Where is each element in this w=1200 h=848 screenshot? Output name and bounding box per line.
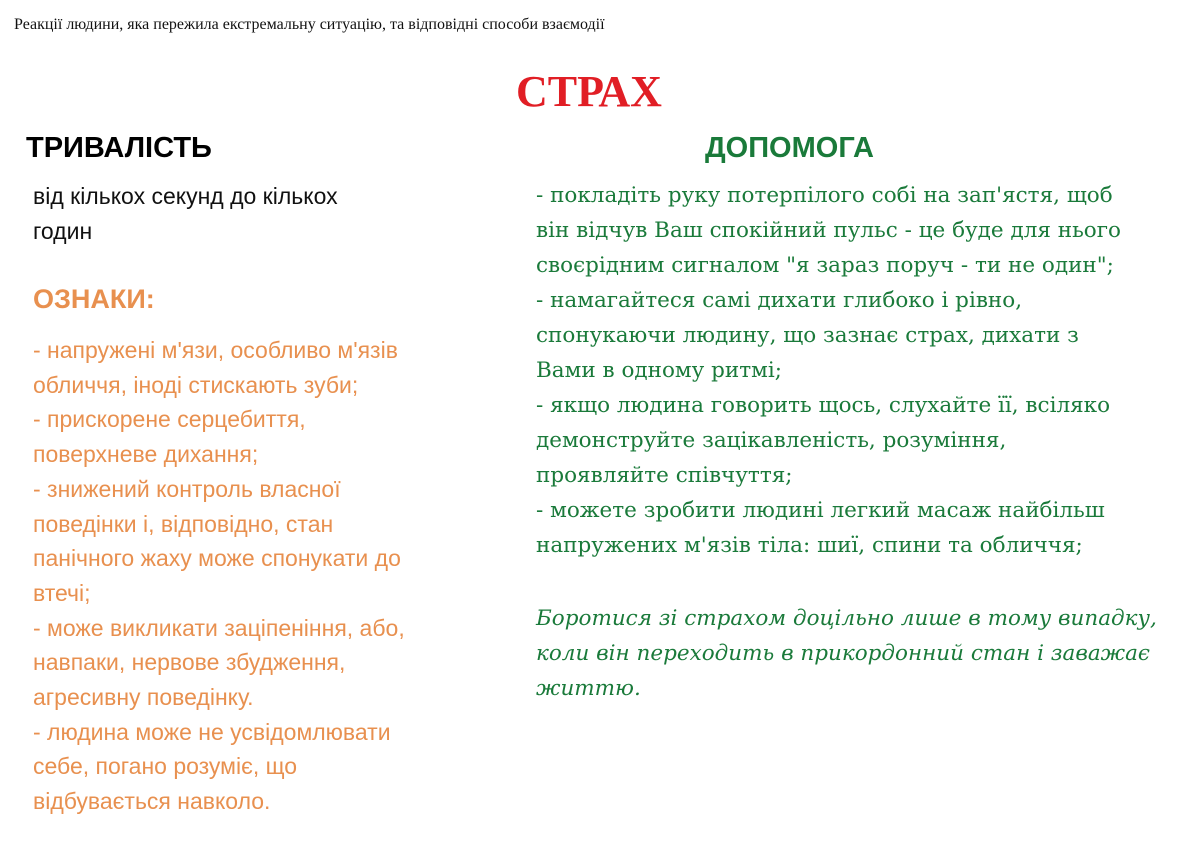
note-line: коли він переходить в прикордонний стан і заважає <box>536 641 1150 666</box>
signs-line: відбувається навколо. <box>33 788 271 815</box>
help-note <box>536 601 1157 706</box>
signs-line: поверхневе дихання; <box>33 441 259 468</box>
signs-line: - прискорене серцебиття, <box>33 406 306 433</box>
duration-line: від кількох секунд до кількох <box>33 183 338 209</box>
signs-line: обличчя, іноді стискають зуби; <box>33 371 359 398</box>
help-heading: ДОПОМОГА <box>705 132 874 164</box>
help-line: - покладіть руку потерпілого собі на зап'ястя, щоб <box>536 183 1113 208</box>
help-line: Вами в одному ритмі; <box>536 358 782 383</box>
duration-line: годин <box>33 218 93 244</box>
page-title: СТРАХ <box>516 67 662 116</box>
document-header: Реакції людини, яка пережила екстремальну ситуацію, та відповідні способи взаємодії <box>14 16 605 33</box>
help-line: напружених м'язів тіла: шиї, спини та обличчя; <box>536 533 1083 558</box>
signs-line: - напружені м'язи, особливо м'язів <box>33 337 398 363</box>
signs-line: втечі; <box>33 579 91 606</box>
help-line: спонукаючи людину, що зазнає страх, дихати з <box>536 323 1079 348</box>
help-line: - якщо людина говорить щось, слухайте її, всіляко <box>536 393 1111 418</box>
signs-line: панічного жаху може спонукати до <box>33 545 401 572</box>
help-list <box>536 178 1121 563</box>
signs-heading: ОЗНАКИ: <box>33 284 155 314</box>
duration-heading: ТРИВАЛІСТЬ <box>26 132 212 164</box>
signs-line: поведінки і, відповідно, стан <box>33 510 334 537</box>
signs-list <box>33 333 405 819</box>
signs-line: - може викликати заціпеніння, або, <box>33 614 405 641</box>
help-line: своєрідним сигналом "я зараз поруч - ти не один"; <box>536 253 1114 278</box>
note-line: Боротися зі страхом доцільно лише в тому випадку, <box>536 606 1157 631</box>
signs-line: - людина може не усвідомлювати <box>33 718 391 745</box>
signs-line: навпаки, нервове збудження, <box>33 649 346 676</box>
duration-text <box>33 179 338 249</box>
help-line: - намагайтеся самі дихати глибоко і рівно, <box>536 288 1023 313</box>
help-line: - можете зробити людині легкий масаж найбільш <box>536 498 1105 523</box>
help-line: він відчув Ваш спокійний пульс - це буде для нього <box>536 218 1121 243</box>
note-line: життю. <box>536 676 641 701</box>
signs-line: себе, погано розуміє, що <box>33 753 298 780</box>
signs-line: агресивну поведінку. <box>33 684 254 711</box>
help-line: демонструйте зацікавленість, розуміння, <box>536 428 1007 453</box>
help-line: проявляйте співчуття; <box>536 463 793 488</box>
signs-line: - знижений контроль власної <box>33 475 341 502</box>
